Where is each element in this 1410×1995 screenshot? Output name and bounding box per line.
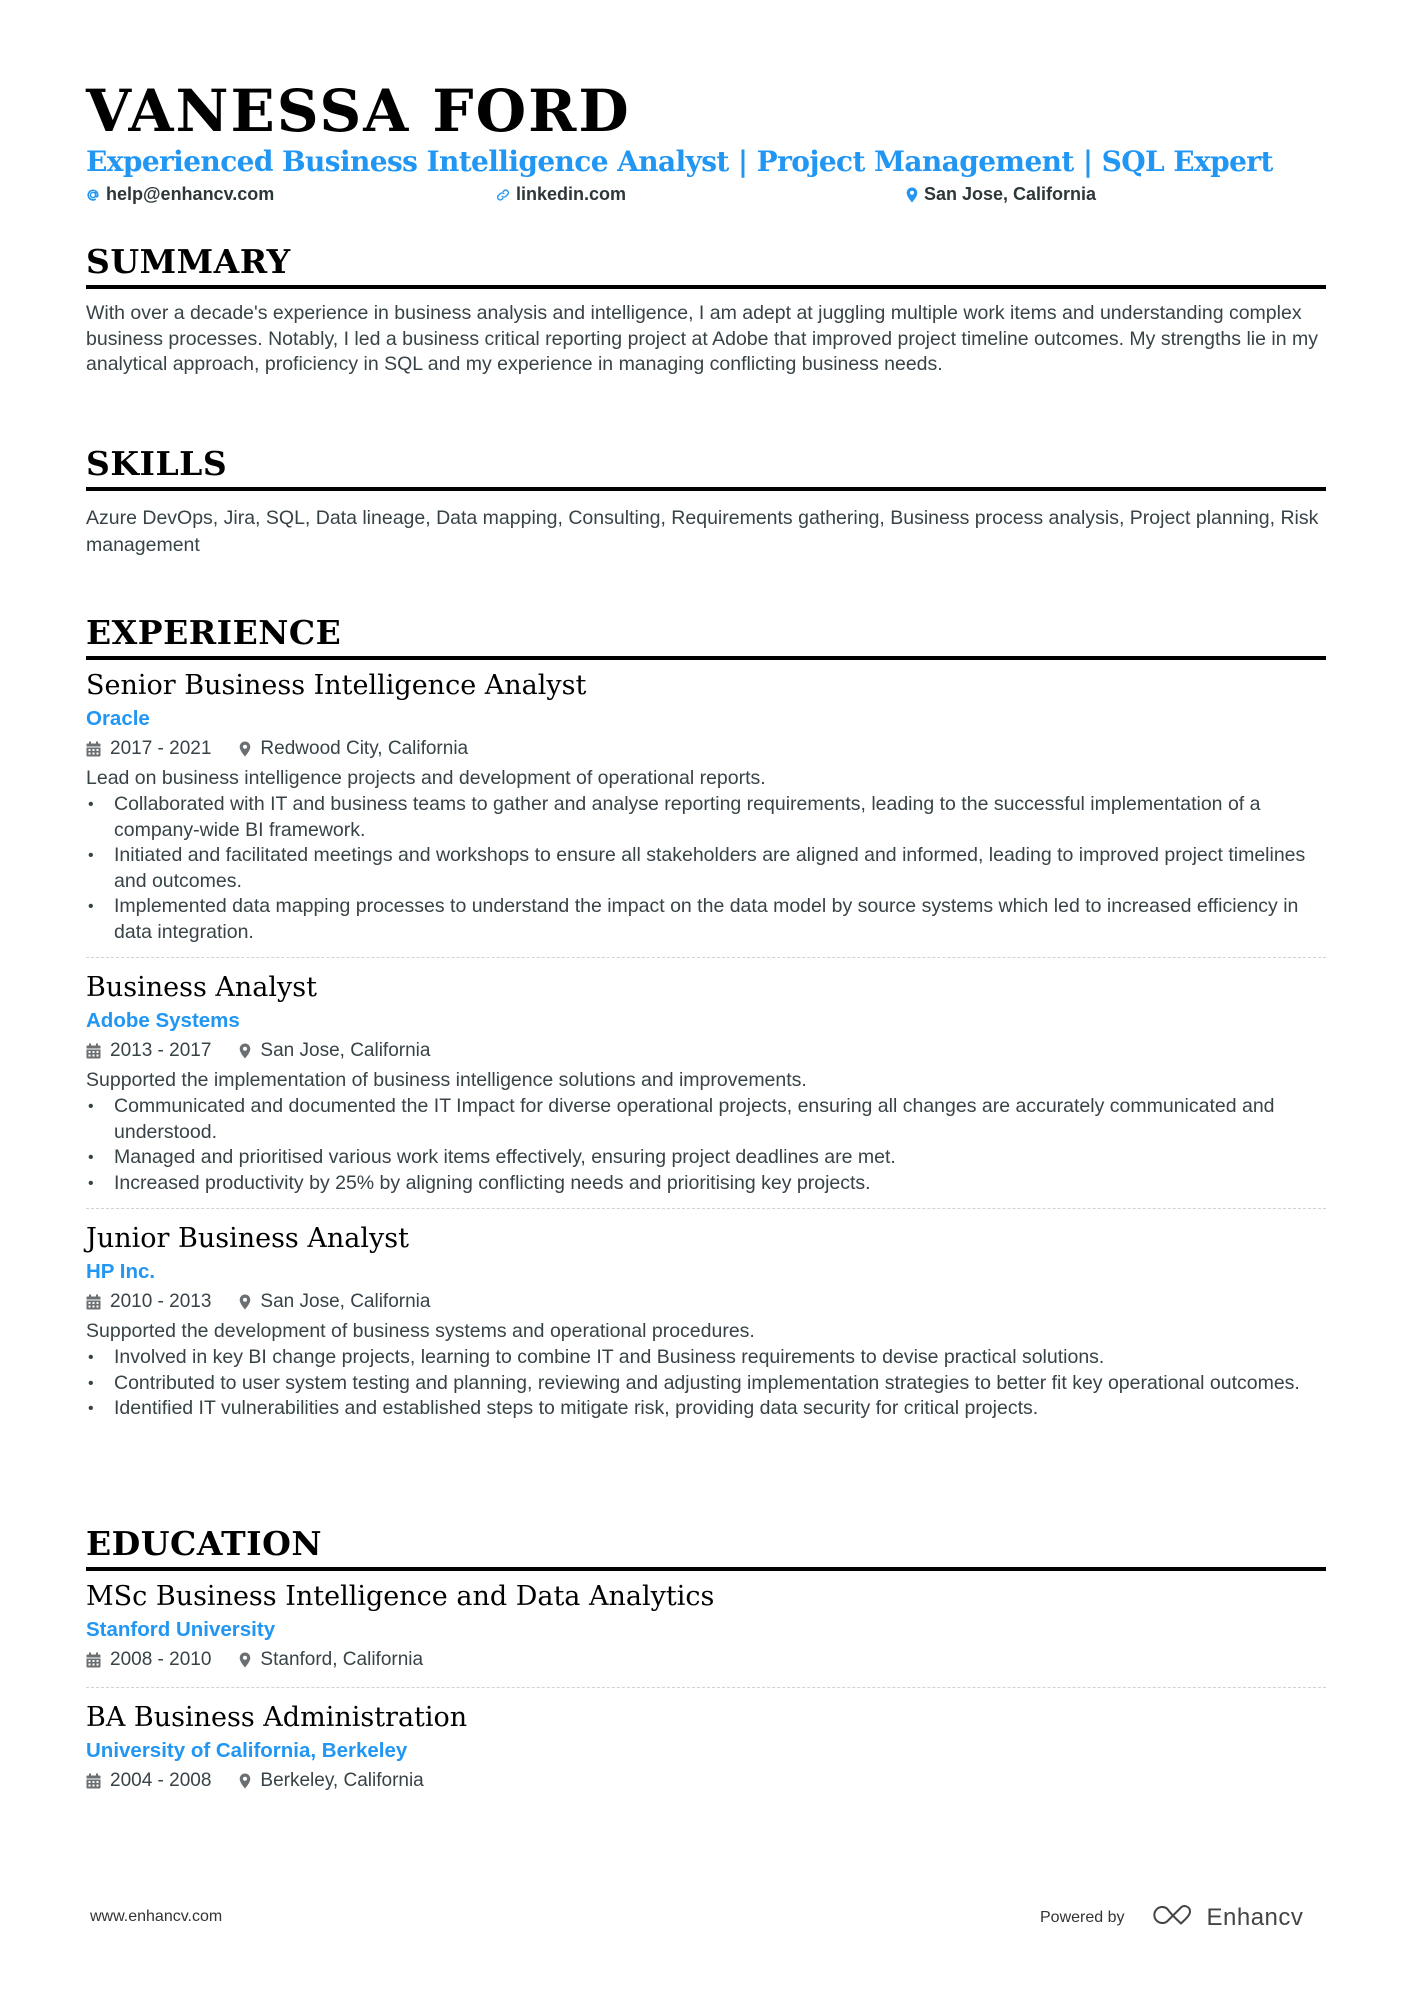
job-bullets	[86, 1345, 1326, 1422]
footer-website-link[interactable]: www.enhancv.com	[90, 1908, 223, 1925]
degree-title: MSc Business Intelligence and Data Analytics	[86, 1581, 715, 1612]
education-dates: 2004 - 2008	[110, 1770, 212, 1791]
skills-text: Azure DevOps, Jira, SQL, Data lineage, Data mapping, Consulting, Requirements gathering, Business process analysis, Project planning, Risk management	[86, 507, 1319, 556]
calendar-icon	[86, 1043, 101, 1059]
location-pin-icon	[906, 187, 918, 203]
section-title: SUMMARY	[86, 242, 291, 281]
bullet-item: • Implemented data mapping processes to understand the impact on the data model by source systems which led to increased efficiency in data integration.	[86, 894, 1326, 945]
contact-row	[86, 184, 1326, 208]
education-entry	[86, 1700, 1326, 1796]
footer-powered-by[interactable]	[1040, 1902, 1303, 1933]
candidate-name: VANESSA FORD	[86, 77, 631, 145]
contact-location: San Jose, California	[906, 184, 1096, 205]
powered-by-label: Powered by	[1040, 1908, 1125, 1926]
degree-title: BA Business Administration	[86, 1702, 468, 1733]
location-pin-icon	[239, 741, 251, 757]
bullet-item: • Identified IT vulnerabilities and established steps to mitigate risk, providing data security for critical projects.	[86, 1396, 1326, 1422]
bullet-item: • Involved in key BI change projects, learning to combine IT and Business requirements to devise practical solutions.	[86, 1345, 1326, 1371]
section-title: EXPERIENCE	[86, 613, 342, 652]
job-bullets	[86, 1094, 1326, 1196]
bullet-item: • Initiated and facilitated meetings and workshops to ensure all stakeholders are aligned and informed, leading to improved project timelines and outcomes.	[86, 843, 1326, 894]
location-pin-icon	[239, 1773, 251, 1789]
candidate-headline: Experienced Business Intelligence Analyst | Project Management | SQL Expert	[86, 145, 1273, 178]
link-icon	[496, 188, 510, 202]
bullet-item: • Contributed to user system testing and planning, reviewing and adjusting implementation strategies to better fit key operational outcomes.	[86, 1371, 1326, 1397]
job-title: Senior Business Intelligence Analyst	[86, 670, 587, 701]
job-meta	[86, 1036, 1326, 1066]
job-summary: Lead on business intelligence projects and development of operational reports.	[86, 767, 766, 789]
job-title: Junior Business Analyst	[86, 1223, 409, 1254]
job-dates: 2017 - 2021	[110, 738, 212, 759]
job-summary: Supported the development of business systems and operational procedures.	[86, 1320, 755, 1342]
job-bullets	[86, 792, 1326, 945]
job-dates: 2010 - 2013	[110, 1291, 212, 1312]
education-entry	[86, 1579, 1326, 1675]
location-pin-icon	[239, 1652, 251, 1668]
enhancv-brand: Enhancv	[1206, 1903, 1304, 1931]
bullet-item: • Communicated and documented the IT Impact for diverse operational projects, ensuring all changes are accurately communicated and understood.	[86, 1094, 1326, 1145]
contact-linkedin[interactable]: linkedin.com	[496, 184, 626, 205]
skills-section	[86, 444, 1326, 558]
experience-entry	[86, 668, 1326, 945]
company-name: Oracle	[86, 707, 150, 730]
education-location: Berkeley, California	[260, 1770, 424, 1791]
calendar-icon	[86, 1294, 101, 1310]
bullet-item: • Managed and prioritised various work items effectively, ensuring project deadlines are met.	[86, 1145, 1326, 1171]
bullet-item: • Increased productivity by 25% by aligning conflicting needs and prioritising key projects.	[86, 1171, 1326, 1197]
job-location: San Jose, California	[260, 1291, 431, 1312]
company-name: HP Inc.	[86, 1260, 156, 1283]
location-pin-icon	[239, 1043, 251, 1059]
entry-divider	[86, 1208, 1326, 1209]
company-name: Adobe Systems	[86, 1009, 240, 1032]
section-divider	[86, 487, 1326, 491]
entry-divider	[86, 1687, 1326, 1688]
calendar-icon	[86, 741, 101, 757]
entry-divider	[86, 957, 1326, 958]
job-location: Redwood City, California	[260, 738, 469, 759]
calendar-icon	[86, 1773, 101, 1789]
section-divider	[86, 285, 1326, 289]
education-location: Stanford, California	[260, 1649, 424, 1670]
education-dates: 2008 - 2010	[110, 1649, 212, 1670]
job-meta	[86, 1287, 1326, 1317]
at-icon	[86, 188, 100, 202]
job-dates: 2013 - 2017	[110, 1040, 212, 1061]
experience-entry	[86, 970, 1326, 1196]
job-location: San Jose, California	[260, 1040, 431, 1061]
job-meta	[86, 734, 1326, 764]
school-name: University of California, Berkeley	[86, 1739, 408, 1762]
location-pin-icon	[239, 1294, 251, 1310]
job-title: Business Analyst	[86, 972, 317, 1003]
education-section	[86, 1524, 1326, 1796]
job-summary: Supported the implementation of business intelligence solutions and improvements.	[86, 1069, 807, 1091]
section-title: SKILLS	[86, 444, 228, 483]
education-meta	[86, 1766, 1326, 1796]
section-title: EDUCATION	[86, 1524, 323, 1563]
experience-section	[86, 613, 1326, 1422]
contact-email[interactable]: help@enhancv.com	[86, 184, 274, 205]
bullet-item: • Collaborated with IT and business teams to gather and analyse reporting requirements, leading to the successful implementation of a company-wide BI framework.	[86, 792, 1326, 843]
summary-section	[86, 242, 1326, 378]
section-divider	[86, 656, 1326, 660]
education-meta	[86, 1645, 1326, 1675]
calendar-icon	[86, 1652, 101, 1668]
school-name: Stanford University	[86, 1618, 276, 1641]
section-divider	[86, 1567, 1326, 1571]
experience-entry	[86, 1221, 1326, 1422]
summary-text: With over a decade's experience in business analysis and intelligence, I am adept at juggling multiple work items and understanding complex business processes. Notably, I led a business critical reporting project at Adobe that improved project timeline outcomes. My strengths lie in my analytical approach, proficiency in SQL and my experience in managing conflicting business needs.	[86, 302, 1318, 375]
enhancv-logo-icon	[1151, 1902, 1197, 1933]
